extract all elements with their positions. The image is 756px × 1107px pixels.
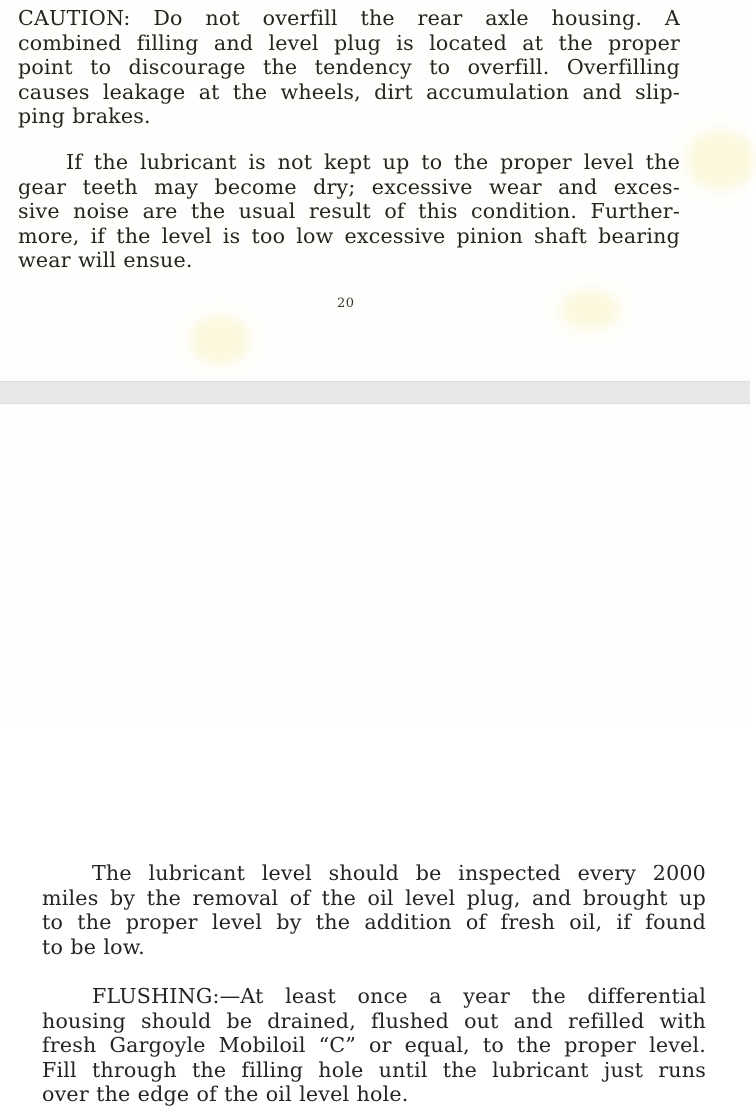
lubricant-line: gear teeth may become dry; excessive wear and exces- [18,174,680,199]
paper-stain [686,130,756,190]
flushing-line: over the edge of the oil level hole. [42,1082,409,1107]
paper-stain [560,290,620,330]
lubricant-line: sive noise are the usual result of this condition. Further- [18,199,680,224]
flushing-paragraph [42,984,706,1107]
caution-line: point to discourage the tendency to overfill. Overfilling [18,55,680,80]
inspection-paragraph [42,861,706,959]
manual-page-bottom [0,404,750,1107]
caution-line: ping brakes. [18,104,151,129]
flushing-line: fresh Gargoyle Mobiloil “C” or equal, to the proper level. [42,1033,706,1058]
caution-paragraph [18,6,680,129]
lubricant-line: If the lubricant is not kept up to the proper level the [66,150,680,174]
page-separator [0,381,750,404]
lubricant-level-paragraph [18,150,680,273]
paper-stain [190,315,250,365]
lubricant-line: wear will ensue. [18,248,193,273]
inspection-line: The lubricant level should be inspected every 2000 [92,861,706,885]
manual-page-top [0,0,750,381]
flushing-line: housing should be drained, flushed out and refilled with [42,1008,706,1033]
flushing-line: FLUSHING:—At least once a year the differential [92,984,706,1008]
inspection-line: miles by the removal of the oil level plug, and brought up [42,885,706,910]
caution-line: CAUTION: Do not overfill the rear axle housing. A [18,6,680,30]
inspection-line: to the proper level by the addition of fresh oil, if found [42,910,706,935]
caution-line: causes leakage at the wheels, dirt accumulation and slip- [18,79,680,104]
caution-line: combined filling and level plug is located at the proper [18,30,680,55]
page-number: 20 [337,296,355,311]
inspection-line: to be low. [42,934,145,959]
lubricant-line: more, if the level is too low excessive pinion shaft bearing [18,223,680,248]
flushing-line: Fill through the filling hole until the lubricant just runs [42,1057,706,1082]
